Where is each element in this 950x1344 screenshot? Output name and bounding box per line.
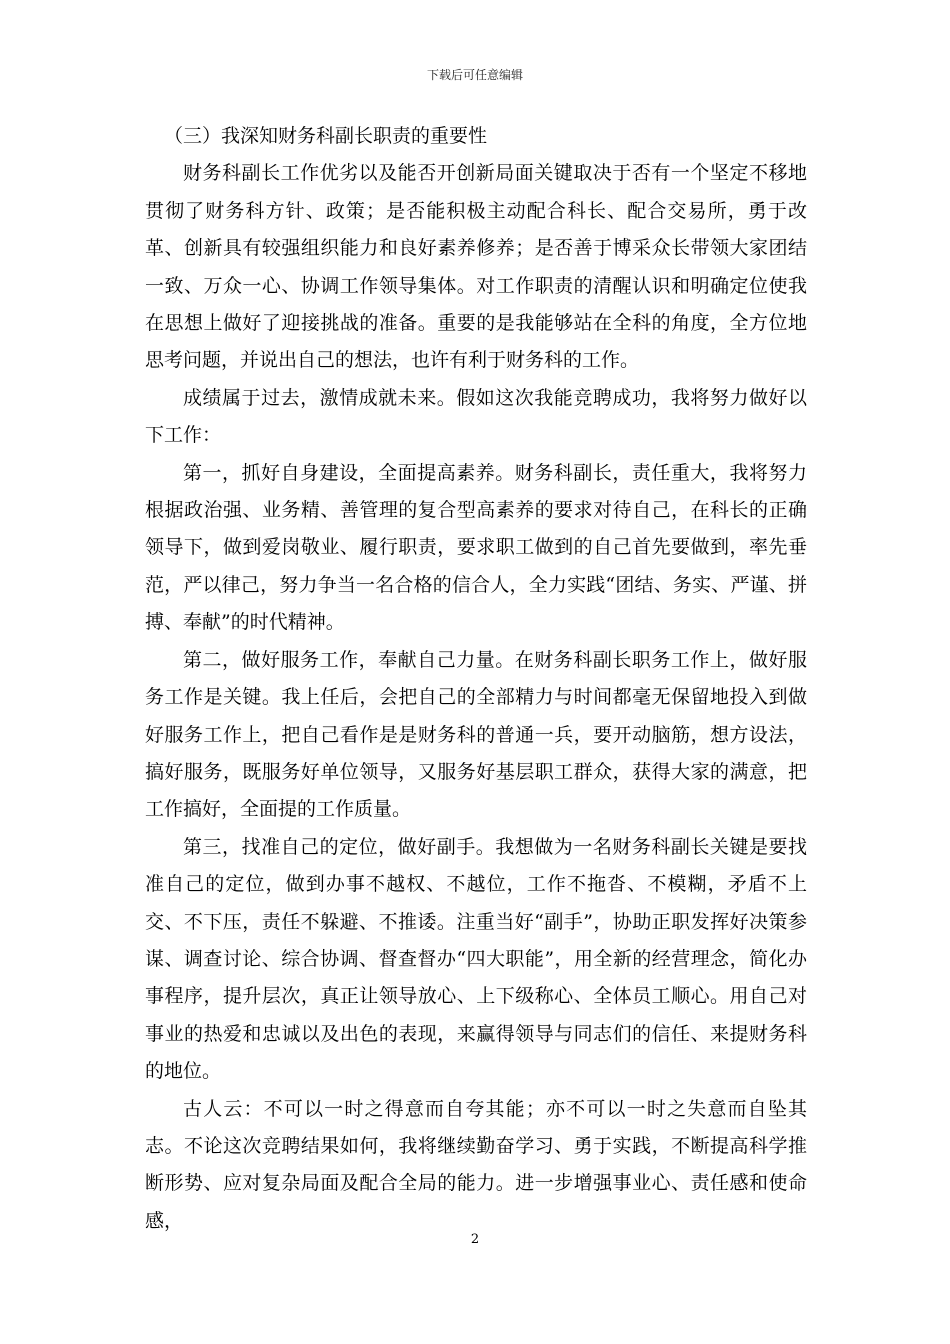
paragraph-duties: 财务科副长工作优劣以及能否开创新局面关键取决于否有一个坚定不移地贯彻了财务科方针、政策；是否能积极主动配合科长、配合交易所，勇于改革、创新具有较强组织能力和良好素养修养；是否善于博采众长带领大家团结一致、万众一心、协调工作领导集体。对工作职责的清醒认识和明确定位使我在思想上做好了迎接挑战的准备。重要的是我能够站在全科的角度，全方位地思考问题，并说出自己的想法，也许有利于财务科的工作。 [145, 162, 807, 372]
paragraph-closing: 古人云：不可以一时之得意而自夸其能；亦不可以一时之失意而自坠其志。不论这次竞聘结果如何，我将继续勤奋学习、勇于实践，不断提高科学推断形势、应对复杂局面及配合全局的能力。进一步增强事业心、责任感和使命感， [145, 1097, 807, 1232]
paragraph-intro: 成绩属于过去，激情成就未来。假如这次我能竞聘成功，我将努力做好以下工作： [145, 386, 807, 447]
paragraph-second: 第二，做好服务工作，奉献自己力量。在财务科副长职务工作上，做好服务工作是关键。我上任后，会把自己的全部精力与时间都毫无保留地投入到做好服务工作上，把自己看作是是财务科的普通一兵，要开动脑筋，想方设法，搞好服务，既服务好单位领导，又服务好基层职工群众，获得大家的满意，把工作搞好，全面提的工作质量。 [145, 648, 807, 821]
section-heading: （三）我深知财务科副长职责的重要性 [164, 125, 488, 147]
page-number: 2 [470, 1232, 480, 1247]
page-header: 下载后可任意编辑 [426, 68, 523, 82]
paragraph-third: 第三，找准自己的定位，做好副手。我想做为一名财务科副长关键是要找准自己的定位，做到办事不越权、不越位，工作不拖沓、不模糊，矛盾不上交、不下压，责任不躲避、不推诿。注重当好“副手”，协助正职发挥好决策参谋、调查讨论、综合协调、督查督办“四大职能”，用全新的经营理念，简化办事程序，提升层次，真正让领导放心、上下级称心、全体员工顺心。用自己对事业的热爱和忠诚以及出色的表现，来赢得领导与同志们的信任、来提财务科的地位。 [145, 835, 807, 1083]
document-body [145, 118, 807, 1240]
paragraph-first: 第一，抓好自身建设，全面提高素养。财务科副长，责任重大，我将努力根据政治强、业务精、善管理的复合型高素养的要求对待自己，在科长的正确领导下，做到爱岗敬业、履行职责，要求职工做到的自己首先要做到，率先垂范，严以律己，努力争当一名合格的信合人，全力实践“团结、务实、严谨、拼搏、奉献”的时代精神。 [145, 461, 807, 634]
